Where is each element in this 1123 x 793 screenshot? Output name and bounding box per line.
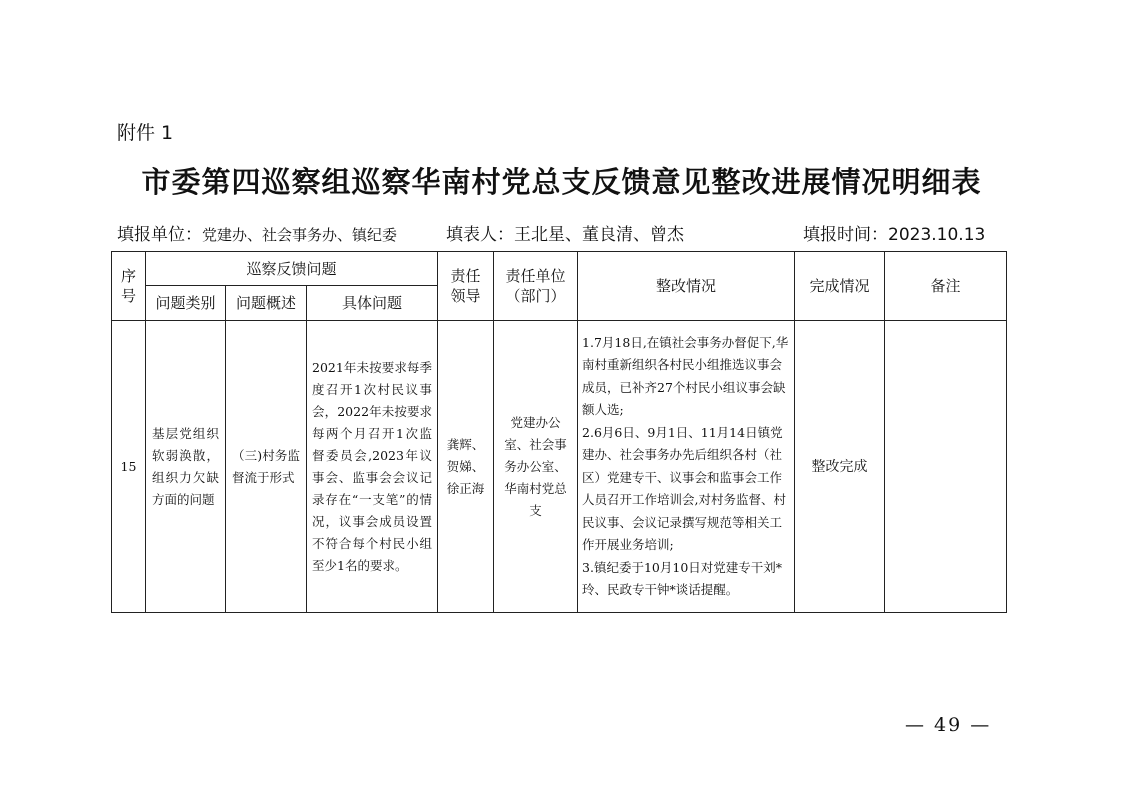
header-summary: 问题概述 xyxy=(226,286,307,321)
cell-remarks xyxy=(885,321,1007,613)
header-specific: 具体问题 xyxy=(307,286,438,321)
page-title: 市委第四巡察组巡察华南村党总支反馈意见整改进展情况明细表 xyxy=(141,165,982,199)
filler-label: 填表人： xyxy=(446,225,514,245)
fill-unit-value: 党建办、社会事务办、镇纪委 xyxy=(202,226,398,244)
header-leader: 责任 领导 xyxy=(438,252,494,321)
cell-unit: 党建办公室、社会事务办公室、华南村党总支 xyxy=(494,321,578,613)
header-rectification: 整改情况 xyxy=(578,252,795,321)
fill-time-value: 2023.10.13 xyxy=(888,225,986,245)
filler-value: 王北星、董良清、曾杰 xyxy=(514,225,684,245)
table-row xyxy=(112,321,1007,613)
cell-rectification: 1.7月18日,在镇社会事务办督促下,华南村重新组织各村民小组推选议事会成员，已补齐27个村民小组议事会缺额人选; 2.6月6日、9月1日、11月14日镇党建办、社会事务办先后组织各村（社区）党建专干、议事会和监事会工作人员召开工作培训会,对村务监督、村民议事、会议记录撰写规范等相关工作开展业务培训; 3.镇纪委于10月10日对党建专干刘*玲、民政专干钟*谈话提醒。 xyxy=(578,321,795,613)
cell-leader: 龚辉、 贺娣、 徐正海 xyxy=(438,321,494,613)
cell-summary: （三)村务监督流于形式 xyxy=(226,321,307,613)
fill-unit xyxy=(117,220,397,245)
filler xyxy=(446,220,684,245)
cell-status: 整改完成 xyxy=(795,321,885,613)
header-seq: 序 号 xyxy=(112,252,146,321)
fill-time-label: 填报时间： xyxy=(803,225,888,245)
header-feedback-group: 巡察反馈问题 xyxy=(146,252,438,286)
cell-category: 基层党组织软弱涣散，组织力欠缺方面的问题 xyxy=(146,321,226,613)
cell-seq: 15 xyxy=(112,321,146,613)
attachment-label: 附件 1 xyxy=(117,122,174,144)
fill-time xyxy=(803,220,985,245)
rectification-table xyxy=(111,251,1007,613)
fill-unit-label: 填报单位： xyxy=(117,225,202,245)
cell-specific: 2021年未按要求每季度召开1次村民议事会，2022年未按要求每两个月召开1次监督委员会,2023年议事会、监事会会议记录存在“一支笔”的情况，议事会成员设置不符合每个村民小组至少1名的要求。 xyxy=(307,321,438,613)
header-status: 完成情况 xyxy=(795,252,885,321)
header-remarks: 备注 xyxy=(885,252,1007,321)
header-category: 问题类别 xyxy=(146,286,226,321)
header-unit: 责任单位 （部门） xyxy=(494,252,578,321)
page-number: — 49 — xyxy=(905,714,992,736)
